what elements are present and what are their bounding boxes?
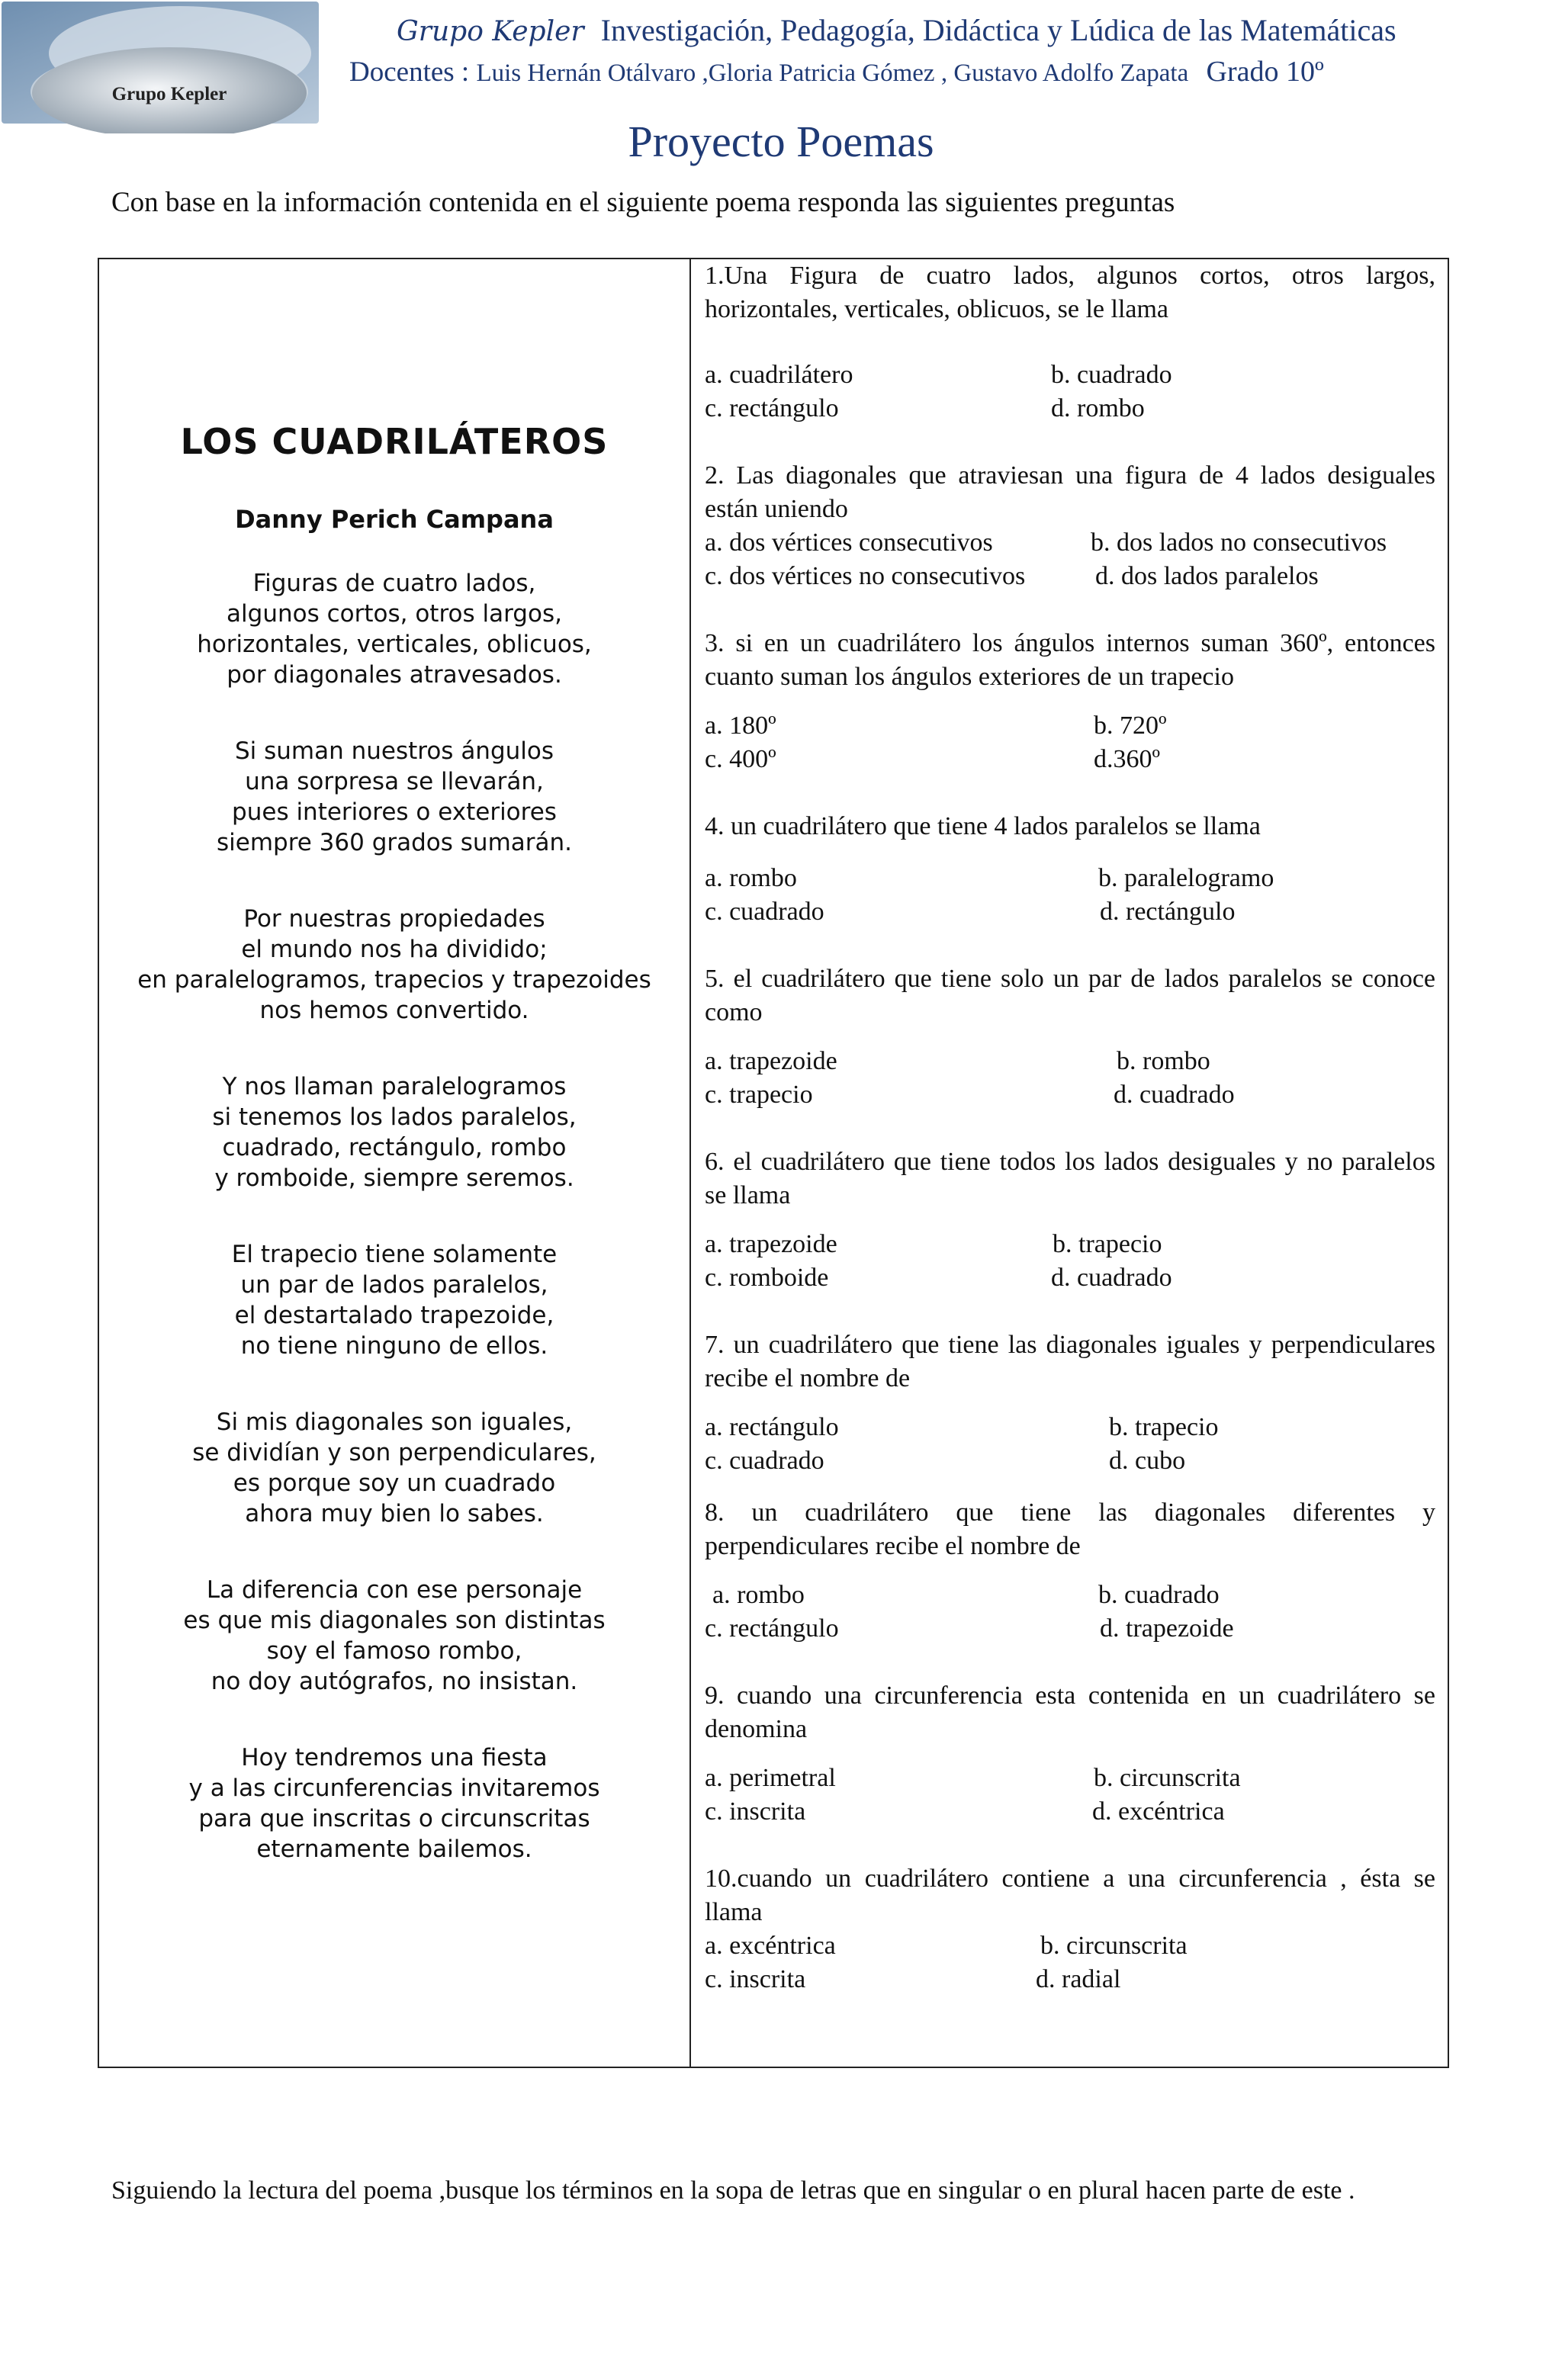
- question-2-options-row: [705, 526, 1435, 560]
- option-a: a. perimetral: [705, 1764, 836, 1792]
- question-3-options-row: [705, 709, 1435, 743]
- question-1-text: 1.Una Figura de cuatro lados, algunos cortos, otros largos, horizontales, verticales, oblicuos, se le llama: [705, 262, 1435, 323]
- question-5-options-row: [705, 1045, 1435, 1078]
- intro-text: Con base en la información contenida en el siguiente poema responda las siguientes preguntas: [111, 187, 1175, 218]
- brand-name: Grupo Kepler: [397, 16, 584, 47]
- question-3-options-row: [705, 743, 1435, 776]
- poem-stanza: [99, 1071, 689, 1193]
- poem-line: una sorpresa se llevarán,: [245, 768, 544, 795]
- poem-line: si tenemos los lados paralelos,: [212, 1103, 577, 1131]
- option-b: b. trapecio: [1109, 1413, 1219, 1441]
- option-b: b. paralelogramo: [1098, 864, 1274, 892]
- page-title: Proyecto Poemas: [628, 117, 934, 166]
- option-d: d. cuadrado: [1114, 1081, 1235, 1109]
- poem-line: horizontales, verticales, oblicuos,: [197, 631, 592, 658]
- question-9-options-row: [705, 1762, 1435, 1795]
- poem-line: eternamente bailemos.: [256, 1836, 532, 1863]
- option-a: a. rombo: [705, 864, 797, 892]
- poem-line: no doy autógrafos, no insistan.: [211, 1668, 578, 1695]
- header-docentes: [349, 55, 1324, 88]
- option-a: a. trapezoide: [705, 1047, 837, 1075]
- option-b: b. trapecio: [1053, 1230, 1162, 1258]
- poem-line: es que mis diagonales son distintas: [183, 1607, 606, 1634]
- question-10-options-row: [705, 1963, 1435, 1996]
- question-4-text: 4. un cuadrilátero que tiene 4 lados paralelos se llama: [705, 812, 1261, 840]
- option-c: c. romboide: [705, 1264, 829, 1292]
- question-9-options-row: [705, 1795, 1435, 1829]
- poem-line: es porque soy un cuadrado: [233, 1469, 556, 1497]
- poem-line: Por nuestras propiedades: [243, 905, 545, 933]
- footer-instructions: Siguiendo la lectura del poema ,busque los términos en la sopa de letras que en singular o en plural hacen parte de este .: [111, 2176, 1355, 2205]
- column-divider: [689, 259, 691, 2067]
- question-10-options-row: [705, 1929, 1435, 1963]
- option-c: c. rectángulo: [705, 1614, 839, 1643]
- poem-line: pues interiores o exteriores: [232, 798, 557, 826]
- option-d: d. excéntrica: [1092, 1797, 1225, 1826]
- option-c: c. 400º: [705, 745, 776, 773]
- poem-stanza: [99, 568, 689, 690]
- option-a: a. trapezoide: [705, 1230, 837, 1258]
- grupo-kepler-logo: [0, 0, 320, 133]
- question-6-options-row: [705, 1261, 1435, 1295]
- question-1-options-row: [705, 392, 1435, 426]
- option-a: a. rectángulo: [705, 1413, 839, 1441]
- poem-line: Hoy tendremos una fiesta: [241, 1744, 548, 1771]
- question-10-text: 10.cuando un cuadrilátero contiene a una circunferencia , ésta se llama: [705, 1864, 1435, 1926]
- poem-line: se dividían y son perpendiculares,: [192, 1439, 596, 1466]
- poem-line: Figuras de cuatro lados,: [252, 570, 536, 597]
- question-6-options-row: [705, 1228, 1435, 1261]
- docentes-names: Luis Hernán Otálvaro ,Gloria Patricia Gómez , Gustavo Adolfo Zapata: [476, 59, 1189, 87]
- option-c: c. inscrita: [705, 1965, 806, 1993]
- option-a: a. rombo: [712, 1581, 805, 1609]
- question-1-options-row: [705, 358, 1435, 392]
- option-d: d. rectángulo: [1100, 898, 1236, 926]
- poem-line: no tiene ninguno de ellos.: [240, 1332, 548, 1360]
- poem-line: Si suman nuestros ángulos: [234, 737, 554, 765]
- option-a: a. dos vértices consecutivos: [705, 528, 993, 557]
- option-c: c. dos vértices no consecutivos: [705, 562, 1026, 590]
- question-7-options-row: [705, 1444, 1435, 1478]
- poem-line: y romboide, siempre seremos.: [214, 1164, 574, 1192]
- poem-line: para que inscritas o circunscritas: [198, 1805, 590, 1832]
- subtitle-text: Investigación, Pedagogía, Didáctica y Lúdica de las Matemáticas: [600, 13, 1396, 47]
- question-2-options-row: [705, 560, 1435, 593]
- poem-line: nos hemos convertido.: [259, 997, 529, 1024]
- question-4-options-row: [705, 862, 1435, 895]
- poem-line: Y nos llaman paralelogramos: [222, 1073, 567, 1100]
- poem-line: ahora muy bien lo sabes.: [245, 1500, 544, 1527]
- option-b: b. dos lados no consecutivos: [1091, 528, 1387, 557]
- docentes-label: Docentes :: [349, 56, 470, 88]
- poem-line: siempre 360 grados sumarán.: [216, 829, 573, 856]
- option-a: a. excéntrica: [705, 1932, 836, 1960]
- question-4-options-row: [705, 895, 1435, 929]
- poem-line: un par de lados paralelos,: [240, 1271, 548, 1299]
- poem-author: Danny Perich Campana: [235, 505, 554, 534]
- question-7-options-row: [705, 1411, 1435, 1444]
- question-5-text: 5. el cuadrilátero que tiene solo un par de lados paralelos se conoce como: [705, 965, 1435, 1026]
- poem-stanza: [99, 1575, 689, 1697]
- option-a: a. 180º: [705, 711, 776, 740]
- option-d: d. cubo: [1109, 1447, 1186, 1475]
- option-b: b. rombo: [1117, 1047, 1210, 1075]
- option-d: d.360º: [1094, 745, 1161, 773]
- poem-line: el destartalado trapezoide,: [234, 1302, 554, 1329]
- option-b: b. 720º: [1094, 711, 1167, 740]
- question-5-options-row: [705, 1078, 1435, 1112]
- poem-stanza: [99, 904, 689, 1026]
- question-8-text: 8. un cuadrilátero que tiene las diagonales diferentes y perpendiculares recibe el nombre de: [705, 1498, 1435, 1560]
- poem-line: el mundo nos ha dividido;: [241, 936, 548, 963]
- poem-line: soy el famoso rombo,: [266, 1637, 522, 1665]
- option-b: b. cuadrado: [1051, 361, 1172, 389]
- option-c: c. rectángulo: [705, 394, 839, 422]
- option-c: c. cuadrado: [705, 898, 824, 926]
- option-b: b. cuadrado: [1098, 1581, 1220, 1609]
- poem-line: algunos cortos, otros largos,: [227, 600, 562, 628]
- question-8-options-row: [705, 1612, 1435, 1646]
- poem-stanza: [99, 736, 689, 858]
- option-d: d. rombo: [1051, 394, 1145, 422]
- question-6-text: 6. el cuadrilátero que tiene todos los lados desiguales y no paralelos se llama: [705, 1148, 1435, 1209]
- option-a: a. cuadrilátero: [705, 361, 853, 389]
- poem-line: Si mis diagonales son iguales,: [216, 1408, 573, 1436]
- poem-line: por diagonales atravesados.: [227, 661, 562, 689]
- grado-label: Grado 10º: [1206, 56, 1324, 88]
- question-7-text: 7. un cuadrilátero que tiene las diagonales iguales y perpendiculares recibe el nombre de: [705, 1331, 1435, 1392]
- option-d: d. radial: [1036, 1965, 1121, 1993]
- option-b: b. circunscrita: [1040, 1932, 1188, 1960]
- option-c: c. cuadrado: [705, 1447, 824, 1475]
- option-d: d. dos lados paralelos: [1095, 562, 1319, 590]
- poem-stanza: [99, 1239, 689, 1361]
- option-d: d. cuadrado: [1051, 1264, 1172, 1292]
- poem-line: en paralelogramos, trapecios y trapezoides: [137, 966, 651, 994]
- svg-text:Grupo Kepler: Grupo Kepler: [111, 84, 227, 104]
- option-c: c. inscrita: [705, 1797, 806, 1826]
- poem-line: cuadrado, rectángulo, rombo: [222, 1134, 567, 1161]
- poem-line: La diferencia con ese personaje: [206, 1576, 583, 1604]
- option-b: b. circunscrita: [1094, 1764, 1241, 1792]
- question-9-text: 9. cuando una circunferencia esta contenida en un cuadrilátero se denomina: [705, 1681, 1435, 1743]
- poem-line: El trapecio tiene solamente: [231, 1241, 558, 1268]
- poem-stanza: [99, 1407, 689, 1529]
- question-2-text: 2. Las diagonales que atraviesan una figura de 4 lados desiguales están uniendo: [705, 461, 1435, 523]
- option-c: c. trapecio: [705, 1081, 813, 1109]
- poem-questions-table: [98, 258, 1449, 2068]
- poem-stanza: [99, 1742, 689, 1864]
- question-8-options-row: [705, 1579, 1435, 1612]
- poem-title: LOS CUADRILÁTEROS: [180, 421, 609, 462]
- question-3-text: 3. si en un cuadrilátero los ángulos internos suman 360º, entonces cuanto suman los ángulos exteriores de un trapecio: [705, 629, 1435, 691]
- poem-line: y a las circunferencias invitaremos: [188, 1775, 600, 1802]
- header-subtitle: [397, 12, 1396, 48]
- option-d: d. trapezoide: [1100, 1614, 1234, 1643]
